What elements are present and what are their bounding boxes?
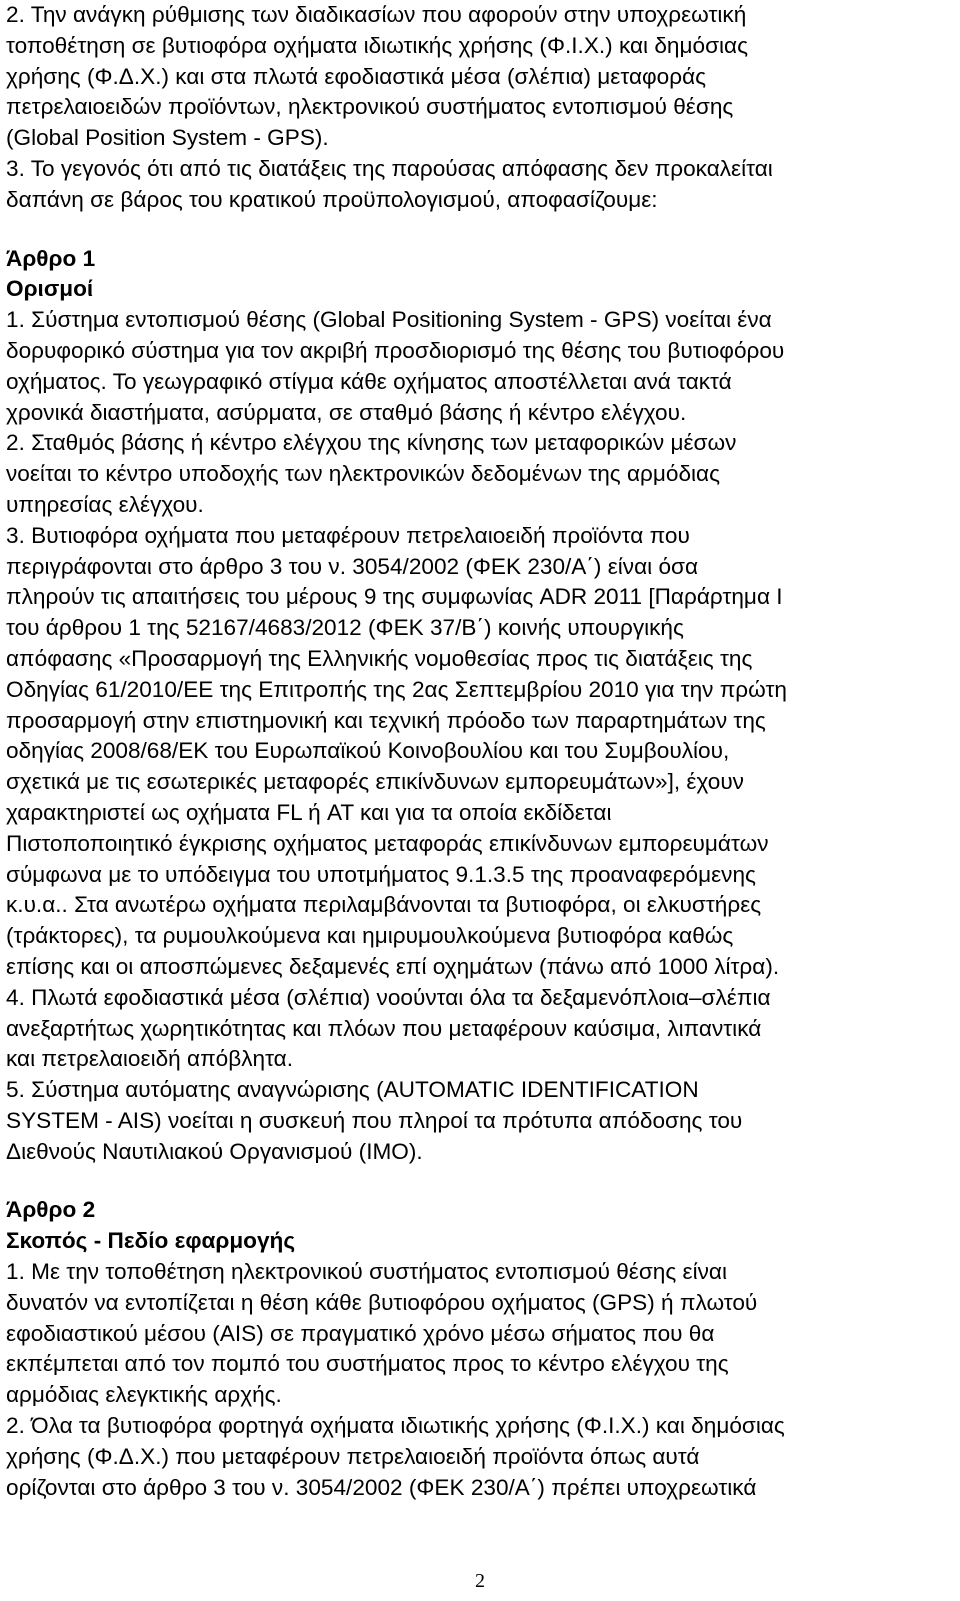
text-line: απόφασης «Προσαρμογή της Ελληνικής νομοθεσίας προς τις διατάξεις της	[6, 645, 753, 671]
text-line: δαπάνη σε βάρος του κρατικού προϋπολογισμού, αποφασίζουμε:	[6, 186, 658, 212]
section-gap	[6, 216, 956, 244]
text-line: 2. Όλα τα βυτιοφόρα φορτηγά οχήματα ιδιωτικής χρήσης (Φ.Ι.Χ.) και δημόσιας	[6, 1413, 785, 1439]
article-2-title: Άρθρο 2	[6, 1197, 96, 1223]
text-line: εφοδιαστικού μέσου (AIS) σε πραγματικό χρόνο μέσω σήματος που θα	[6, 1320, 715, 1346]
text-line: Πιστοποποιητικό έγκρισης οχήματος μεταφοράς επικίνδυνων εμπορευμάτων	[6, 830, 769, 856]
text-line: επίσης και οι αποσπώμενες δεξαμενές επί οχημάτων (πάνω από 1000 λίτρα).	[6, 953, 780, 979]
text-line: SYSTEM - AIS) νοείται η συσκευή που πληροί τα πρότυπα απόδοσης του	[6, 1107, 743, 1133]
text-line: ορίζονται στο άρθρο 3 του ν. 3054/2002 (ΦΕΚ 230/Α΄) πρέπει υποχρεωτικά	[6, 1474, 757, 1500]
text-line: 2. Την ανάγκη ρύθμισης των διαδικασίων που αφορούν στην υποχρεωτική	[6, 2, 747, 27]
text-line: υπηρεσίας ελέγχου.	[6, 491, 204, 517]
section-gap	[6, 1167, 956, 1195]
text-line: 1. Με την τοποθέτηση ηλεκτρονικού συστήματος εντοπισμού θέσης είναι	[6, 1259, 727, 1285]
text-line: χαρακτηριστεί ως οχήματα FL ή AT και για τα οποία εκδίδεται	[6, 799, 612, 825]
intro-block	[6, 0, 956, 216]
text-line: 3. Το γεγονός ότι από τις διατάξεις της παρούσας απόφασης δεν προκαλείται	[6, 155, 773, 181]
text-line: οχήματος. Το γεωγραφικό στίγμα κάθε οχήματος αποστέλλεται ανά τακτά	[6, 368, 732, 394]
article-1	[6, 244, 956, 1168]
text-line: (Global Position System - GPS).	[6, 125, 329, 151]
text-line: τοποθέτηση σε βυτιοφόρα οχήματα ιδιωτικής χρήσης (Φ.Ι.Χ.) και δημόσιας	[6, 32, 748, 58]
text-line: χρονικά διαστήματα, ασύρματα, σε σταθμό βάσης ή κέντρο ελέγχου.	[6, 399, 687, 425]
document-page	[6, 0, 956, 1503]
text-line: πληρούν τις απαιτήσεις του μέρους 9 της συμφωνίας ADR 2011 [Παράρτημα Ι	[6, 584, 783, 610]
page-number: 2	[475, 1570, 485, 1592]
article-2-subtitle: Σκοπός - Πεδίο εφαρμογής	[6, 1228, 296, 1254]
text-line: Διεθνούς Ναυτιλιακού Οργανισμού (IMO).	[6, 1138, 423, 1164]
text-line: σχετικά με τις εσωτερικές μεταφορές επικίνδυνων εμπορευμάτων»], έχουν	[6, 769, 744, 795]
text-line: 1. Σύστημα εντοπισμού θέσης (Global Positioning System - GPS) νοείται ένα	[6, 307, 772, 333]
text-line: νοείται το κέντρο υποδοχής των ηλεκτρονικών δεδομένων της αρμόδιας	[6, 461, 721, 487]
text-line: ανεξαρτήτως χωρητικότητας και πλόων που μεταφέρουν καύσιμα, λιπαντικά	[6, 1015, 762, 1041]
text-line: Οδηγίας 61/2010/ΕΕ της Επιτροπής της 2ας Σεπτεμβρίου 2010 για την πρώτη	[6, 676, 787, 702]
text-line: δορυφορικό σύστημα για τον ακριβή προσδιορισμό της θέσης του βυτιοφόρου	[6, 337, 785, 363]
text-line: οδηγίας 2008/68/ΕΚ του Ευρωπαϊκού Κοινοβουλίου και του Συμβουλίου,	[6, 738, 730, 764]
text-line: 4. Πλωτά εφοδιαστικά μέσα (σλέπια) νοούνται όλα τα δεξαμενόπλοια–σλέπια	[6, 984, 771, 1010]
text-line: χρήσης (Φ.Δ.Χ.) που μεταφέρουν πετρελαιοειδή προϊόντα όπως αυτά	[6, 1443, 700, 1469]
text-line: 2. Σταθμός βάσης ή κέντρο ελέγχου της κίνησης των μεταφορικών μέσων	[6, 430, 737, 456]
text-line: δυνατόν να εντοπίζεται η θέση κάθε βυτιοφόρου οχήματος (GPS) ή πλωτού	[6, 1289, 758, 1315]
text-line: προσαρμογή στην επιστημονική και τεχνική πρόοδο των παραρτημάτων της	[6, 707, 766, 733]
text-line: αρμόδιας ελεγκτικής αρχής.	[6, 1382, 282, 1408]
text-line: του άρθρου 1 της 52167/4683/2012 (ΦΕΚ 37/Β΄) κοινής υπουργικής	[6, 615, 684, 641]
text-line: 5. Σύστημα αυτόματης αναγνώρισης (AUTOMATIC IDENTIFICATION	[6, 1077, 699, 1103]
article-2	[6, 1195, 956, 1503]
text-line: σύμφωνα με το υπόδειγμα του υποτμήματος 9.1.3.5 της προαναφερόμενης	[6, 861, 756, 887]
text-line: χρήσης (Φ.Δ.Χ.) και στα πλωτά εφοδιαστικά μέσα (σλέπια) μεταφοράς	[6, 63, 707, 89]
article-1-title: Άρθρο 1	[6, 245, 96, 271]
text-line: περιγράφονται στο άρθρο 3 του ν. 3054/2002 (ΦΕΚ 230/Α΄) είναι όσα	[6, 553, 699, 579]
text-line: κ.υ.α.. Στα ανωτέρω οχήματα περιλαμβάνονται τα βυτιοφόρα, οι ελκυστήρες	[6, 892, 762, 918]
text-line: (τράκτορες), τα ρυμουλκούμενα και ημιρυμουλκούμενα βυτιοφόρα καθώς	[6, 923, 734, 949]
text-line: και πετρελαιοειδή απόβλητα.	[6, 1046, 294, 1072]
text-line: εκπέμπεται από τον πομπό του συστήματος προς το κέντρο ελέγχου της	[6, 1351, 729, 1377]
text-line: 3. Βυτιοφόρα οχήματα που μεταφέρουν πετρελαιοειδή προϊόντα που	[6, 522, 690, 548]
text-line: πετρελαιοειδών προϊόντων, ηλεκτρονικού συστήματος εντοπισμού θέσης	[6, 94, 734, 120]
article-1-subtitle: Ορισμοί	[6, 276, 94, 302]
